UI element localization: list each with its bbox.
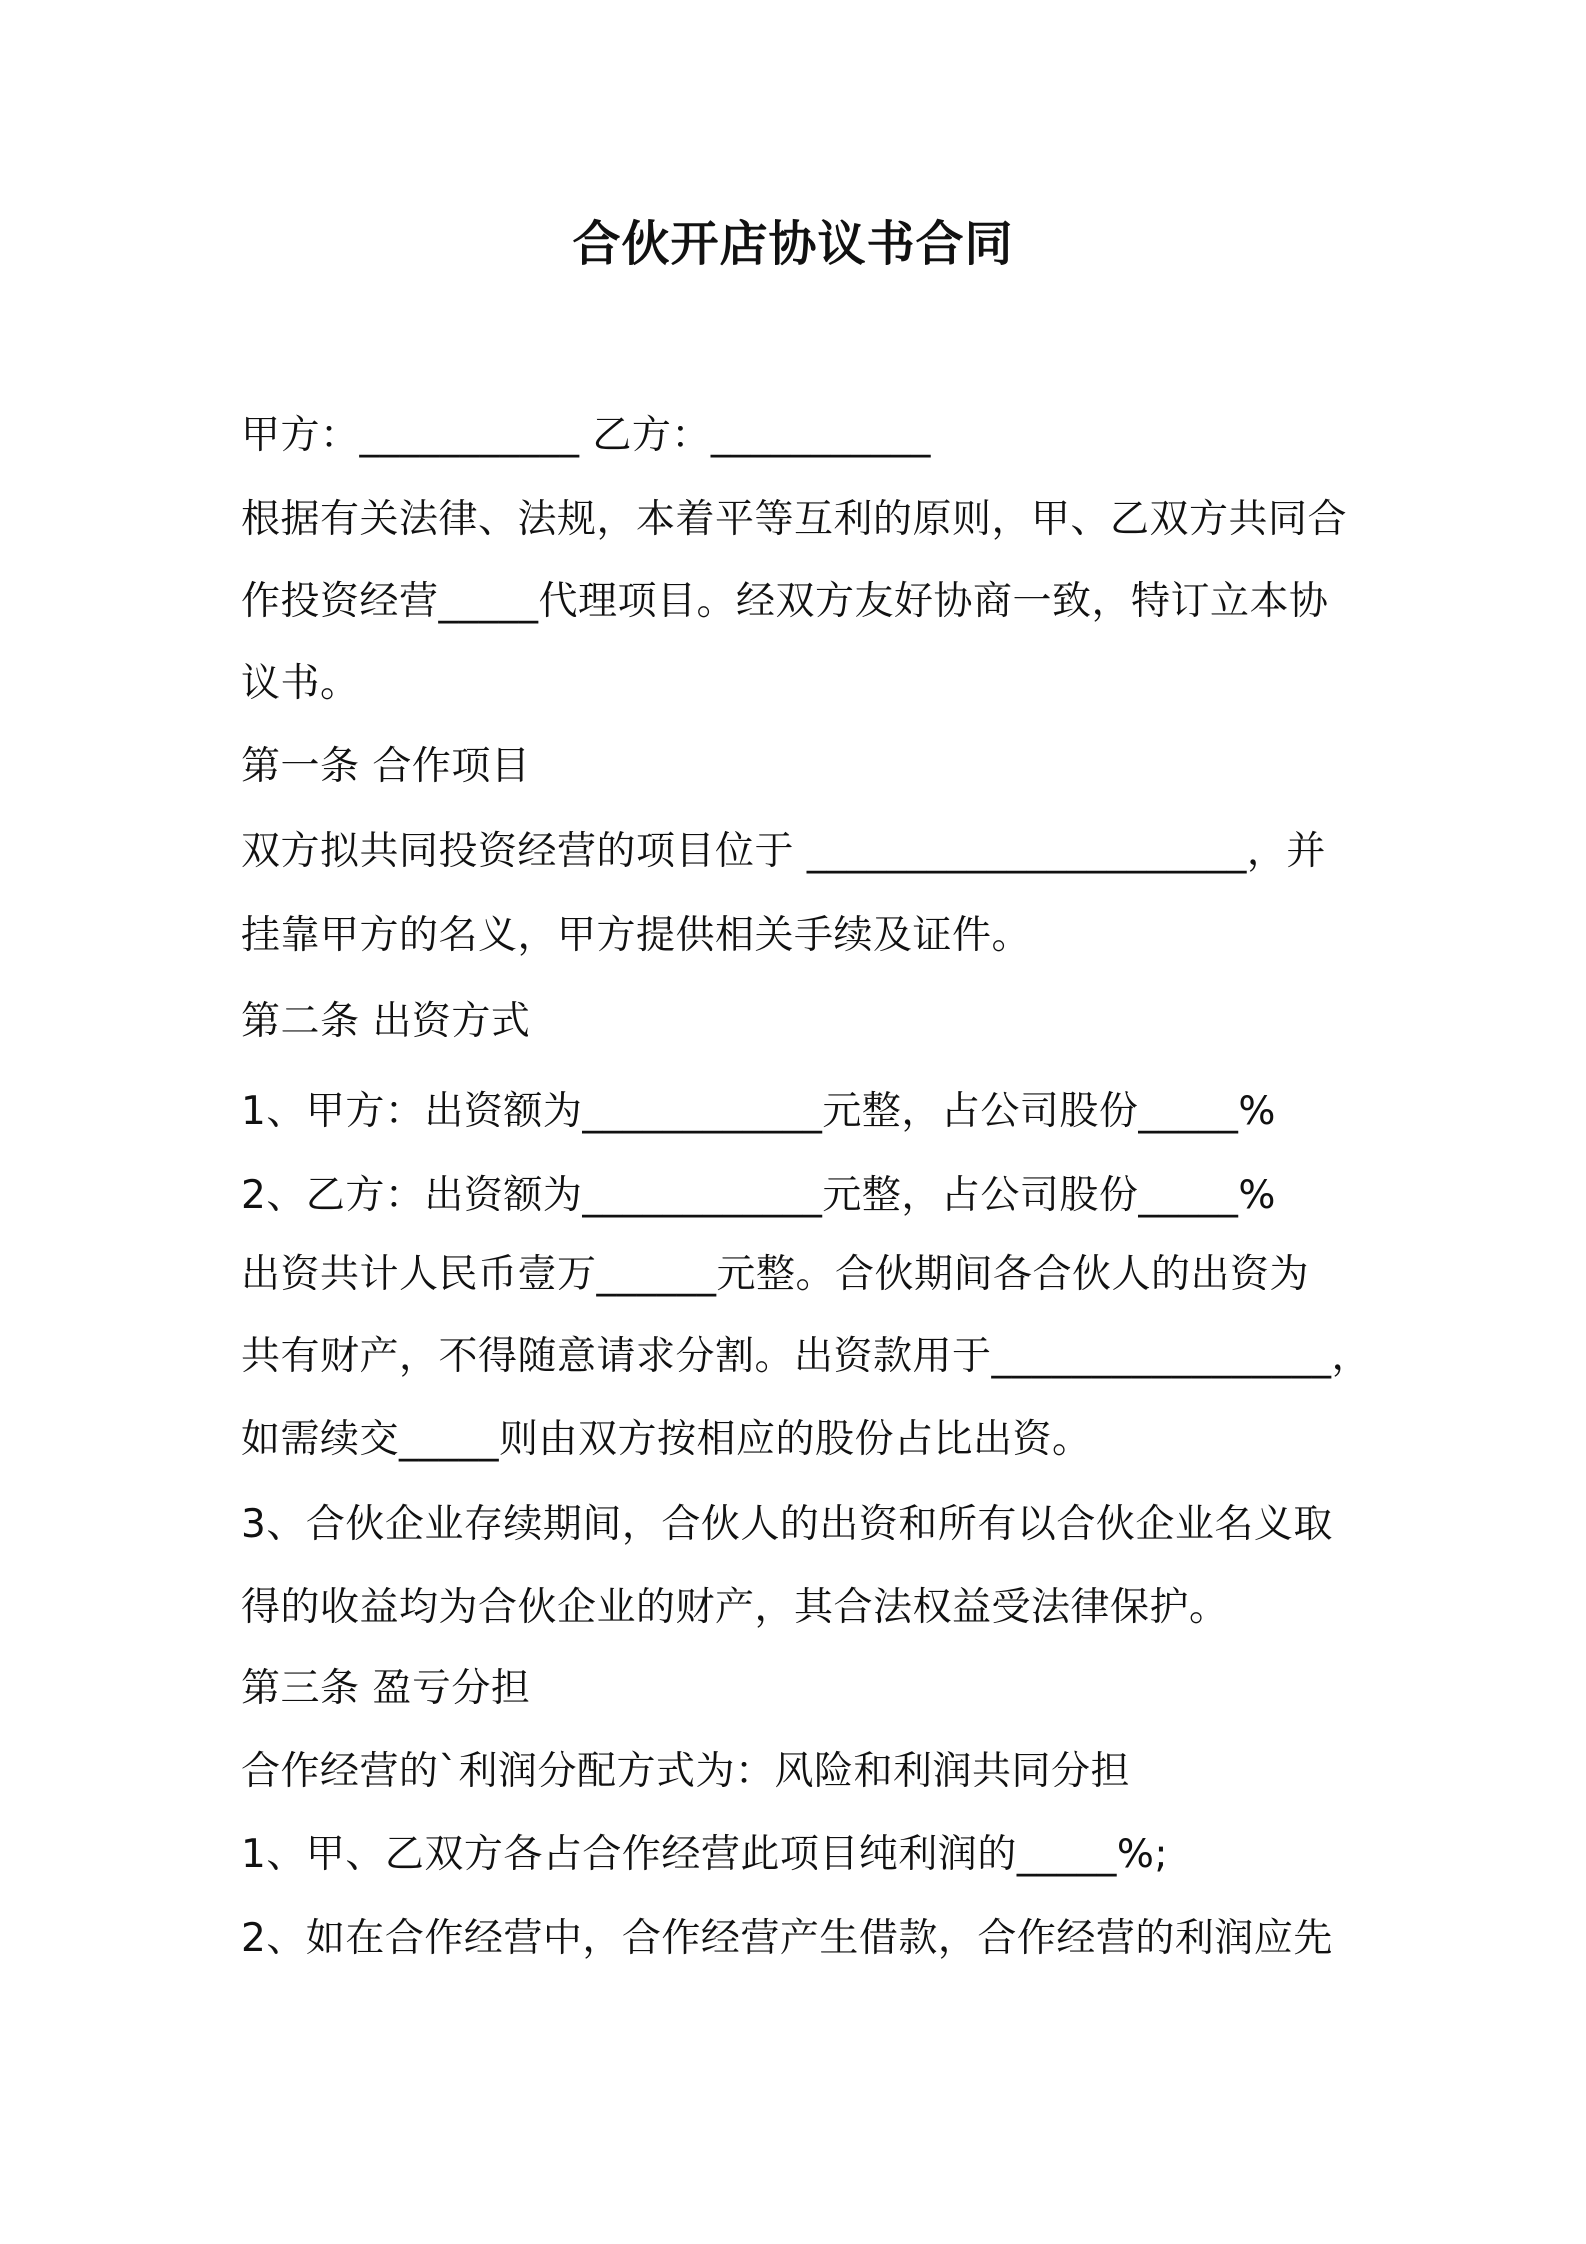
body-paragraph-line: 双方拟共同投资经营的项目位于 ______________________，并 xyxy=(241,829,1326,874)
body-paragraph-line: 出资共计人民币壹万______元整。合伙期间各合伙人的出资为 xyxy=(241,1252,1310,1297)
parties-line: 甲方：___________ 乙方：___________ xyxy=(241,413,931,458)
clause-item: 1、甲方：出资额为____________元整，占公司股份_____% xyxy=(241,1089,1276,1134)
article-heading-2: 第二条 出资方式 xyxy=(241,999,531,1044)
document-title: 合伙开店协议书合同 xyxy=(572,216,1014,272)
body-paragraph-line: 共有财产，不得随意请求分割。出资款用于_________________， xyxy=(241,1334,1372,1379)
clause-item: 2、乙方：出资额为____________元整，占公司股份_____% xyxy=(241,1173,1276,1218)
clause-item: 1、甲、乙双方各占合作经营此项目纯利润的_____%; xyxy=(241,1832,1169,1877)
article-heading-1: 第一条 合作项目 xyxy=(241,744,531,789)
body-paragraph-line: 挂靠甲方的名义，甲方提供相关手续及证件。 xyxy=(241,913,1032,958)
clause-item: 2、如在合作经营中，合作经营产生借款，合作经营的利润应先 xyxy=(241,1916,1333,1961)
body-paragraph-line: 得的收益均为合伙企业的财产，其合法权益受法律保护。 xyxy=(241,1585,1229,1630)
body-paragraph-line: 合作经营的`利润分配方式为：风险和利润共同分担 xyxy=(241,1749,1131,1794)
body-paragraph-line: 作投资经营_____代理项目。经双方友好协商一致，特订立本协 xyxy=(241,579,1329,624)
clause-item: 3、合伙企业存续期间，合伙人的出资和所有以合伙企业名义取 xyxy=(241,1502,1333,1547)
article-heading-3: 第三条 盈亏分担 xyxy=(241,1666,531,1711)
body-paragraph-line: 根据有关法律、法规，本着平等互利的原则，甲、乙双方共同合 xyxy=(241,497,1348,542)
body-paragraph-line: 议书。 xyxy=(241,661,360,706)
body-paragraph-line: 如需续交_____则由双方按相应的股份占比出资。 xyxy=(241,1417,1092,1462)
